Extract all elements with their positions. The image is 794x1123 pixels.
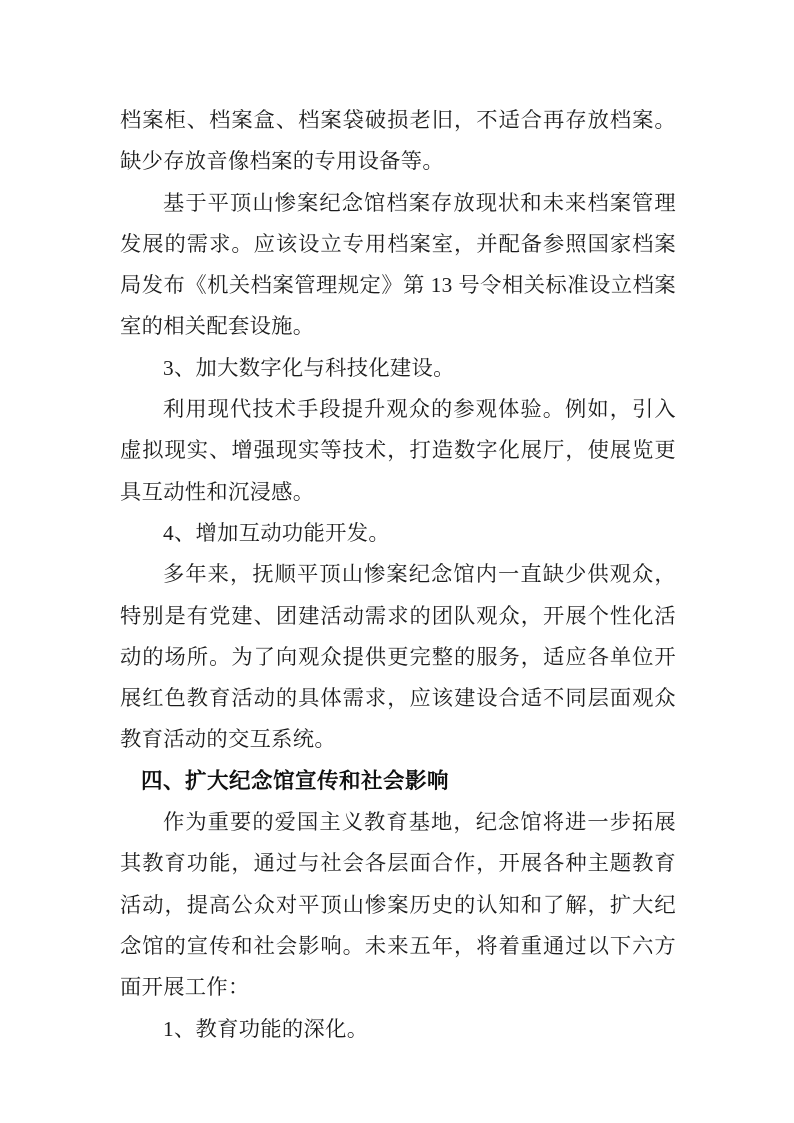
list-item-1-education-deepening: 1、教育功能的深化。 bbox=[163, 1016, 369, 1041]
list-item-4-interactive-development: 4、增加互动功能开发。 bbox=[163, 520, 390, 545]
paragraph-digital-tech-experience: 利用现代技术手段提升观众的参观体验。例如，引入虚拟现实、增强现实等技术，打造数字化展厅，使展览更具互动性和沉浸感。 bbox=[120, 397, 676, 504]
paragraph-archive-room-plan: 基于平顶山惨案纪念馆档案存放现状和未来档案管理发展的需求。应该设立专用档案室，并配备参照国家档案局发布《机关档案管理规定》第 13 号令相关标准设立档案室的相关配套设施。 bbox=[120, 190, 676, 339]
paragraph-archive-storage-condition: 档案柜、档案盒、档案袋破损老旧，不适合再存放档案。缺少存放音像档案的专用设备等。 bbox=[120, 108, 676, 174]
paragraph-interactive-activity-needs: 多年来，抚顺平顶山惨案纪念馆内一直缺少供观众，特别是有党建、团建活动需求的团队观众，开展个性化活动的场所。为了向观众提供更完整的服务，适应各单位开展红色教育活动的具体需求，应该建设合适不同层面观众教育活动的交互系统。 bbox=[120, 562, 676, 752]
paragraph-education-base-five-year-plan: 作为重要的爱国主义教育基地，纪念馆将进一步拓展其教育功能，通过与社会各层面合作，开展各种主题教育活动，提高公众对平顶山惨案历史的认知和了解，扩大纪念馆的宣传和社会影响。未来五年，将着重通过以下六方面开展工作： bbox=[120, 810, 676, 1000]
section-heading-4-publicity-influence: 四、扩大纪念馆宣传和社会影响 bbox=[141, 768, 450, 793]
list-item-3-digital-construction: 3、加大数字化与科技化建设。 bbox=[163, 355, 455, 380]
